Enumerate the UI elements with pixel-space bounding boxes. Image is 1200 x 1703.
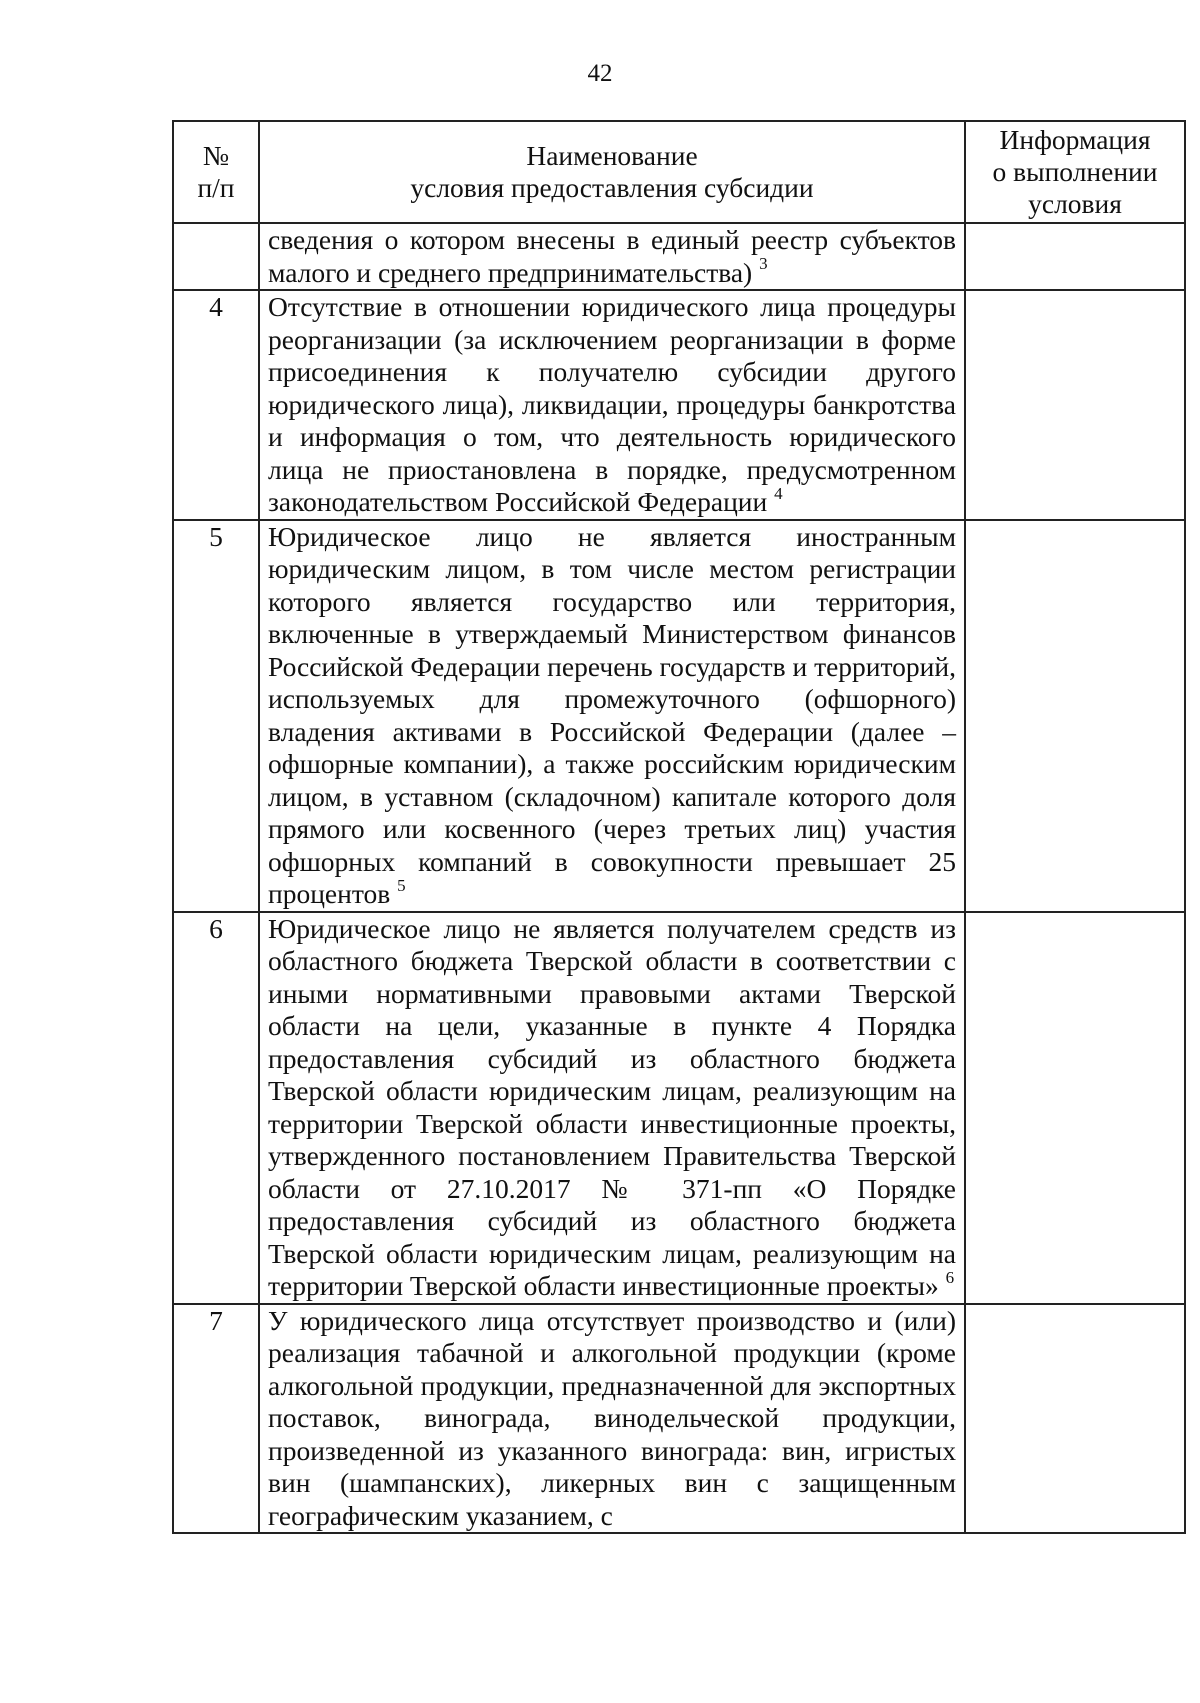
footnote-marker: 6: [945, 1267, 955, 1287]
condition-text-body: Юридическое лицо не является получателем средств из областного бюджета Тверской области в соответствии с иными нормативными правовыми актами Тверской области на цели, указанные в пункте 4 Порядка предоставления субсидий из областного бюджета Тверской области юридическим лицам, реализующим на территории Тверской области инвестиционные проекты, утвержденного постановлением Правительства Тверской области от 27.10.2017 № 371-пп «О Порядке предоставления субсидий из областного бюджета Тверской области юридическим лицам, реализующим на территории Тверской области инвестиционные проекты»: [268, 912, 956, 1301]
row-number: 6: [173, 912, 259, 1304]
condition-text-body: Отсутствие в отношении юридического лица процедуры реорганизации (за исключением реорганизации в форме присоединения к получателю субсидии другого юридического лица), ликвидации, процедуры банкротства и информация о том, что деятельность юридического лица не приостановлена в порядке, предусмотренном законодательством Российской Федерации: [268, 291, 956, 517]
header-number-abbr: п/п: [197, 172, 235, 203]
header-info-line-3: условия: [1028, 188, 1122, 219]
table-row: [173, 912, 1185, 1304]
header-condition-name: [259, 121, 965, 223]
condition-text: [259, 290, 965, 520]
row-number: [173, 223, 259, 290]
condition-text-body: У юридического лица отсутствует производство и (или) реализация табачной и алкогольной продукции (кроме алкогольной продукции, предназначенной для экспортных поставок, винограда, винодельческой продукции, произведенной из указанного винограда: вин, игристых вин (шампанских), ликерных вин с защищенным географическим указанием, с: [268, 1304, 956, 1531]
header-fulfillment-info: [965, 121, 1185, 223]
header-number-symbol: №: [202, 140, 230, 171]
table-row: [173, 520, 1185, 912]
header-number: [173, 121, 259, 223]
header-info-line-2: о выполнении: [992, 156, 1158, 187]
condition-text-body: сведения о котором внесены в единый реестр субъектов малого и среднего предпринимательства): [268, 224, 956, 288]
table-row: [173, 290, 1185, 520]
header-name-line-2: условия предоставления субсидии: [410, 172, 814, 203]
fulfillment-cell: [965, 290, 1185, 520]
header-info-line-1: Информация: [999, 124, 1151, 155]
footnote-marker: 5: [397, 875, 406, 895]
conditions-table: [172, 120, 1186, 1534]
condition-text: [259, 912, 965, 1304]
fulfillment-cell: [965, 912, 1185, 1304]
condition-text: [259, 520, 965, 912]
table-header-row: [173, 121, 1185, 223]
condition-text: [259, 223, 965, 290]
row-number: 7: [173, 1304, 259, 1534]
condition-text: [259, 1304, 965, 1534]
footnote-marker: 4: [774, 483, 783, 503]
row-number: 4: [173, 290, 259, 520]
table-row: [173, 1304, 1185, 1534]
footnote-marker: 3: [759, 254, 768, 274]
fulfillment-cell: [965, 1304, 1185, 1534]
fulfillment-cell: [965, 520, 1185, 912]
condition-text-body: Юридическое лицо не является иностранным юридическим лицом, в том числе местом регистрации которого является государство или территория, включенные в утверждаемый Министерством финансов Российской Федерации перечень государств и территорий, используемых для промежуточного (офшорного) владения активами в Российской Федерации (далее – офшорные компании), а также российским юридическим лицом, в уставном (складочном) капитале которого доля прямого или косвенного (через третьих лиц) участия офшорных компаний в совокупности превышает 25 процентов: [268, 520, 956, 909]
row-number: 5: [173, 520, 259, 912]
page-number: 42: [587, 60, 613, 87]
fulfillment-cell: [965, 223, 1185, 290]
table-row: [173, 223, 1185, 290]
header-name-line-1: Наименование: [526, 140, 698, 171]
